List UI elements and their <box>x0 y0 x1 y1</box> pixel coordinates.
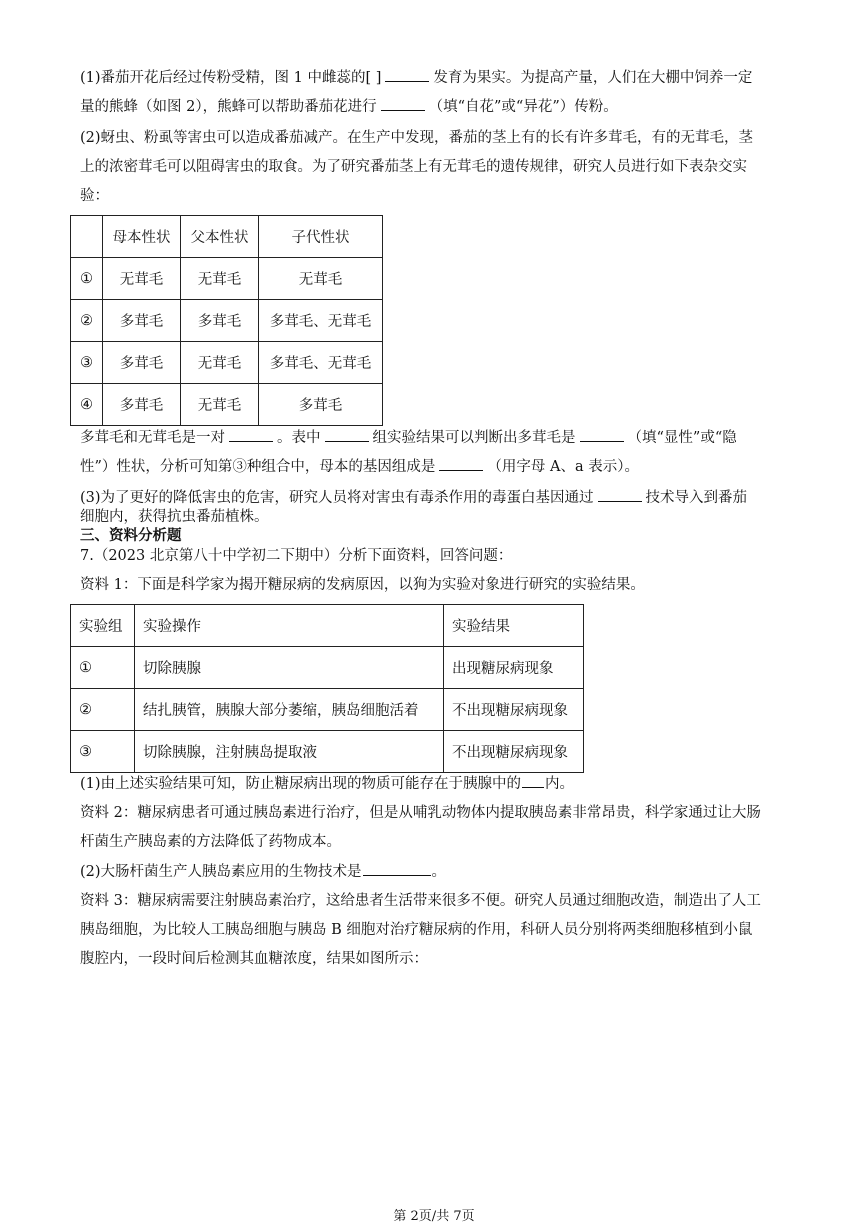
answer-blank[interactable] <box>522 773 544 788</box>
table-row <box>71 689 584 731</box>
answer-blank[interactable] <box>229 427 273 442</box>
table-cell: ③ <box>71 342 103 384</box>
answer-blank[interactable] <box>598 487 642 502</box>
answer-blank[interactable] <box>439 456 483 471</box>
table-row <box>71 258 383 300</box>
q6-part3-line1: (3)为了更好的降低害虫的危害，研究人员将对害虫有毒杀作用的毒蛋白基因通过 技术导入到番茄 <box>80 487 747 508</box>
cross-experiment-table <box>70 215 383 426</box>
table-cell: 不出现糖尿病现象 <box>444 689 584 731</box>
table-header-cell: 父本性状 <box>181 216 259 258</box>
material-2-line2: 杆菌生产胰岛素的方法降低了药物成本。 <box>80 834 341 850</box>
q6-part3-line2: 细胞内，获得抗虫番茄植株。 <box>80 509 269 525</box>
table-cell: 多茸毛 <box>103 342 181 384</box>
table-cell: 不出现糖尿病现象 <box>444 731 584 773</box>
table-cell: 多茸毛 <box>259 384 383 426</box>
answer-blank[interactable] <box>381 96 425 111</box>
q6-part2-line3: 验： <box>80 188 109 204</box>
table-header-row <box>71 216 383 258</box>
table-cell: 多茸毛、无茸毛 <box>259 342 383 384</box>
page-number: 第 2页/共 7页 <box>393 1209 475 1224</box>
q6-part1-line1: (1)番茄开花后经过传粉受精，图 1 中雌蕊的[ ] 发育为果实。为提高产量，人们在大棚中饲养一定 <box>80 67 752 88</box>
answer-blank[interactable] <box>580 427 624 442</box>
table-header-cell: 母本性状 <box>103 216 181 258</box>
q7-heading: 7.（2023 北京第八十中学初二下期中）分析下面资料，回答问题： <box>80 548 513 564</box>
table-header-cell: 实验结果 <box>444 605 584 647</box>
table-cell: 无茸毛 <box>181 342 259 384</box>
q6-part2-line2: 上的浓密茸毛可以阻碍害虫的取食。为了研究番茄茎上有无茸毛的遗传规律，研究人员进行如下表杂交实 <box>80 159 747 175</box>
table-row <box>71 384 383 426</box>
table-cell: ② <box>71 689 135 731</box>
answer-blank[interactable] <box>363 861 431 876</box>
answer-blank[interactable] <box>385 67 429 82</box>
q6-part2-line5: 性”）性状，分析可知第③种组合中，母本的基因组成是 （用字母 A、a 表示）。 <box>80 456 639 477</box>
table-header-cell <box>71 216 103 258</box>
table-cell: 无茸毛 <box>103 258 181 300</box>
table-cell: 切除胰腺，注射胰岛提取液 <box>135 731 444 773</box>
material-3-line3: 腹腔内，一段时间后检测其血糖浓度，结果如图所示： <box>80 951 428 967</box>
q6-part1-line2: 量的熊蜂（如图 2），熊蜂可以帮助番茄花进行 （填“自花”或“异花”）传粉。 <box>80 96 618 117</box>
table-cell: ① <box>71 647 135 689</box>
material-1: 资料 1：下面是科学家为揭开糖尿病的发病原因，以狗为实验对象进行研究的实验结果。 <box>80 577 645 593</box>
table-cell: ① <box>71 258 103 300</box>
table-cell: 无茸毛 <box>181 258 259 300</box>
table-cell: 多茸毛、无茸毛 <box>259 300 383 342</box>
answer-blank[interactable] <box>325 427 369 442</box>
table-cell: 无茸毛 <box>259 258 383 300</box>
table-cell: 结扎胰管，胰腺大部分萎缩，胰岛细胞活着 <box>135 689 444 731</box>
section-title: 三、资料分析题 <box>80 527 182 544</box>
table-cell: ④ <box>71 384 103 426</box>
material-3-line2: 胰岛细胞，为比较人工胰岛细胞与胰岛 B 细胞对治疗糖尿病的作用，科研人员分别将两类细胞移植到小鼠 <box>80 922 753 938</box>
table-cell: 切除胰腺 <box>135 647 444 689</box>
q6-part2-line4: 多茸毛和无茸毛是一对 。表中 组实验结果可以判断出多茸毛是 （填“显性”或“隐 <box>80 427 737 448</box>
table-cell: ③ <box>71 731 135 773</box>
material-3-line1: 资料 3：糖尿病需要注射胰岛素治疗，这给患者生活带来很多不便。研究人员通过细胞改造，制造出了人工 <box>80 893 761 909</box>
table-row <box>71 300 383 342</box>
q7-question-2: (2)大肠杆菌生产人胰岛素应用的生物技术是 。 <box>80 861 446 882</box>
table-cell: 多茸毛 <box>103 300 181 342</box>
q7-question-1: (1)由上述实验结果可知，防止糖尿病出现的物质可能存在于胰腺中的 内。 <box>80 773 574 794</box>
table-cell: ② <box>71 300 103 342</box>
table-row <box>71 342 383 384</box>
q6-part2-line1: (2)蚜虫、粉虱等害虫可以造成番茄减产。在生产中发现，番茄的茎上有的长有许多茸毛，有的无茸毛，茎 <box>80 130 754 146</box>
material-2-line1: 资料 2：糖尿病患者可通过胰岛素进行治疗，但是从哺乳动物体内提取胰岛素非常昂贵，科学家通过让大肠 <box>80 805 761 821</box>
table-header-cell: 实验操作 <box>135 605 444 647</box>
table-row <box>71 731 584 773</box>
diabetes-experiment-table <box>70 604 584 773</box>
table-row <box>71 647 584 689</box>
table-cell: 出现糖尿病现象 <box>444 647 584 689</box>
table-header-row <box>71 605 584 647</box>
table-cell: 多茸毛 <box>181 300 259 342</box>
table-header-cell: 子代性状 <box>259 216 383 258</box>
table-cell: 无茸毛 <box>181 384 259 426</box>
table-header-cell: 实验组 <box>71 605 135 647</box>
table-cell: 多茸毛 <box>103 384 181 426</box>
